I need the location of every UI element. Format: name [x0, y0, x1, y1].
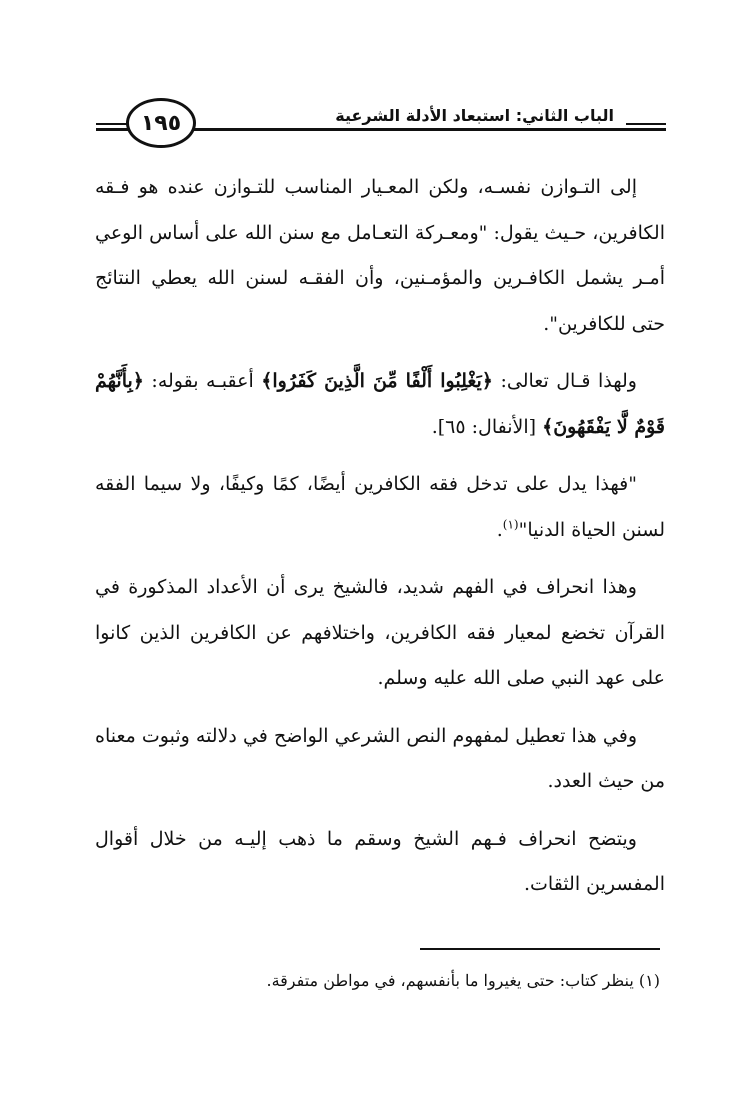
verse-intro: ولهذا قـال تعالى: — [500, 370, 637, 392]
page-number-oval — [126, 98, 196, 148]
body-text — [95, 165, 665, 920]
paragraph: ويتضح انحراف فـهم الشيخ وسقم ما ذهب إليـه من خلال أقوال المفسرين الثقات. — [95, 827, 665, 895]
quote-text: "فهذا يدل على تدخل فقه الكافرين أيضًا، كمًا وكيفًا، ولا سيما الفقه لسنن الحياة الدنيا" — [95, 473, 665, 541]
page-header — [96, 92, 666, 156]
page-number: ١٩٥ — [140, 110, 182, 136]
footnote-marker: (١) — [502, 517, 519, 532]
paragraph: إلى التـوازن نفسـه، ولكن المعـيار المناسب للتـوازن عنده هو فـقه الكافرين، حـيث يقول: "ومعـركة التعـامل مع سنن الله على أساس الوعي أمـر يشمل الكافـرين والمؤمـنين، وأن الفقـه لسنن الله يعطي النتائج حتى للكافرين". — [95, 176, 665, 335]
quote-end: . — [496, 518, 503, 541]
paragraph: وهذا انحراف في الفهم شديد، فالشيخ يرى أن الأعداد المذكورة في القرآن تخضع لمعيار فقه الكافرين، واختلافهم عن الكافرين الذين كانوا على عهد النبي صلى الله عليه وسلم. — [95, 576, 665, 689]
quran-verse: ﴿يَغْلِبُوا أَلْفًا مِّنَ الَّذِينَ كَفَرُوا﴾ — [261, 370, 493, 392]
footnote: (١) ينظر كتاب: حتى يغيروا ما بأنفسهم، في مواطن متفرقة. — [266, 971, 660, 990]
paragraph-verse — [95, 359, 665, 450]
verse-reference: [الأنفال: ٦٥]. — [431, 415, 537, 438]
quran-verse: ﴿بِأَنَّهُمْ قَوْمٌ لَّا يَفْقَهُونَ﴾ — [95, 370, 665, 438]
paragraph-quote — [95, 462, 665, 553]
paragraph: وفي هذا تعطيل لمفهوم النص الشرعي الواضح في دلالته وثبوت معناه من حيث العدد. — [95, 724, 665, 792]
chapter-title: الباب الثاني: استبعاد الأدلة الشرعية — [335, 106, 614, 125]
header-rule-thin-right — [626, 123, 666, 125]
verse-middle: أعقبـه بقوله: — [151, 370, 254, 392]
footnote-separator — [420, 948, 660, 950]
